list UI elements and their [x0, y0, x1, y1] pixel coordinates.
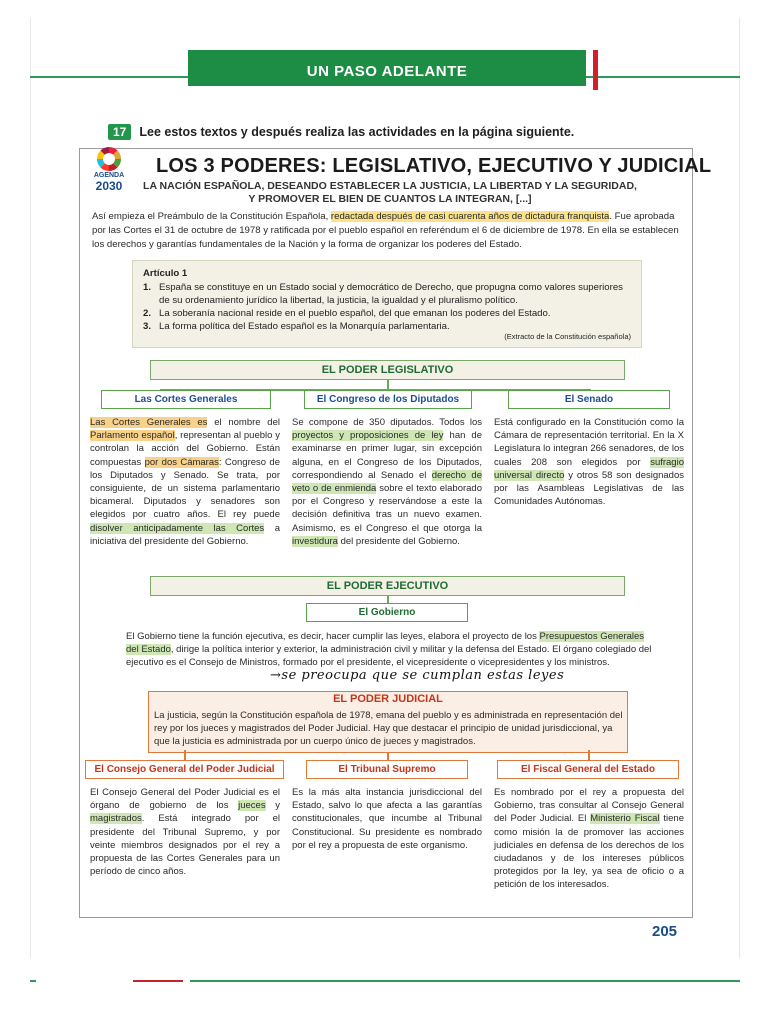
text: : Congreso de los Diputados y Senado. Se trata, por consiguiente, de un sistema parlamentario bicameral. Diputados y senadores son elegidos por cuatro años. El rey puede [90, 456, 280, 521]
highlight: por dos Cámaras [144, 456, 219, 468]
fiscal-general-heading: El Fiscal General del Estado [497, 760, 679, 779]
gobierno-heading: El Gobierno [306, 603, 468, 622]
text: , representan al pueblo y controlan la acción del Gobierno. Están compuestas [90, 430, 280, 468]
connector [588, 750, 590, 760]
footer-rule [30, 980, 36, 982]
activity-number-badge: 17 [108, 124, 131, 140]
text: sobre el texto elaborado por el Congreso y reservándose a este la decisión definitiva tras un nuevo examen. Asimismo, es el Congreso el que otorga la [292, 483, 482, 534]
subtitle-line-2: Y PROMOVER EL BIEN DE CUANTOS LA INTEGRAN, [...] [248, 193, 532, 205]
activity-text: Lee estos textos y después realiza las actividades en la página siguiente. [139, 125, 575, 139]
text: . Está integrado por el presidente del Tribunal Supremo, y por veinte miembros designados por el rey a propuesta de las Cortes Generales para un período de cinco años. [90, 813, 280, 878]
article-title: Artículo 1 [143, 268, 188, 279]
highlight: Parlamento español [90, 430, 175, 442]
footer-rule-red [133, 980, 183, 982]
ejecutivo-text [126, 630, 652, 670]
text: a iniciativa del presidente del Gobierno. [90, 522, 280, 547]
activity-instruction [108, 124, 574, 140]
cortes-generales-text [90, 416, 280, 548]
article-item-number: 3. [143, 321, 152, 332]
agenda-year: 2030 [95, 179, 123, 193]
cortes-generales-heading: Las Cortes Generales [101, 390, 271, 409]
subtitle-line-1: LA NACIÓN ESPAÑOLA, DESEANDO ESTABLECER LA JUSTICIA, LA LIBERTAD Y LA SEGURIDAD, [143, 180, 637, 192]
senado-heading: El Senado [508, 390, 670, 409]
section-banner: UN PASO ADELANTE [188, 50, 586, 86]
highlight: derecho de veto o de enmienda [292, 469, 482, 495]
article-source: (Extracto de la Constitución española) [504, 332, 631, 341]
intro-highlight: redactada después de casi cuarenta años de dictadura franquista [330, 211, 610, 222]
intro-text-1: Así empieza el Preámbulo de la Constitución Española, [92, 211, 331, 222]
fiscal-general-text [494, 786, 684, 892]
article-item-text: La soberanía nacional reside en el pueblo español, del que emanan los poderes del Estado. [159, 308, 551, 319]
legislativo-title-box: EL PODER LEGISLATIVO [150, 360, 625, 380]
agenda-label: AGENDA [93, 172, 125, 179]
text: Es nombrado por el rey a propuesta del Gobierno, tras consultar al Consejo General del Poder Judicial. El [494, 787, 684, 825]
senado-text [494, 416, 684, 508]
judicial-intro: La justicia, según la Constitución española de 1978, emana del pueblo y es administrada en representación del rey por los jueces y magistrados del Poder Judicial. Hay que destacar el principio de unidad jurisdiccional, ya que la justicia es administrada por un cuerpo único de jueces y magistrados. [154, 710, 623, 748]
cgpj-text [90, 786, 280, 878]
text: , dirige la política interior y exterior, la administración civil y militar y la defensa del Estado. El órgano colegiado del ejecutivo es el Consejo de Ministros, formado por el presidente, el vicepresidente o vicepresidentes y los ministros. [126, 644, 652, 669]
judicial-title: EL PODER JUDICIAL [333, 693, 443, 705]
text: del presidente del Gobierno. [337, 535, 460, 547]
ejecutivo-title-box: EL PODER EJECUTIVO [150, 576, 625, 596]
highlight: Presupuestos Generales del Estado [126, 631, 645, 656]
intro-text-2: . Fue aprobada por las Cortes el 31 de octubre de 1978 y ratificada por el pueblo español en referéndum el 6 de diciembre de 1978. En ella se establecen los derechos y garantías fundamentales de la Nación y la forma de organizar los poderes del Estado. [92, 211, 679, 250]
highlight: jueces [238, 800, 266, 812]
highlight: investidura [292, 535, 338, 547]
article-item-number: 1. [143, 282, 152, 293]
highlight: proyectos y proposiciones de ley [292, 430, 444, 442]
highlight: Ministerio Fiscal [590, 813, 660, 825]
page-subtitle [120, 180, 660, 206]
text: Se compone de 350 diputados. Todos los [292, 417, 482, 428]
footer-rule-green [190, 980, 740, 982]
highlight: Las Cortes Generales es [90, 417, 208, 428]
text: El Gobierno tiene la función ejecutiva, es decir, hacer cumplir las leyes, elabora el proyecto de los [126, 631, 540, 642]
text: Es la más alta instancia jurisdiccional del Estado, salvo lo que afecta a las garantías constitucionales, que incumbe al Tribunal Constitucional. Su presidente es nombrado por el rey a propuesta de este organismo. [292, 787, 482, 851]
article-item-text: España se constituye en un Estado social y democrático de Derecho, que propugna como valores superiores de su ordenamiento jurídico la libertad, la justicia, la igualdad y el pluralismo político. [159, 282, 623, 306]
highlight: magistrados [90, 813, 142, 825]
article-item [143, 307, 631, 320]
congreso-heading: El Congreso de los Diputados [304, 390, 472, 409]
text: y [265, 800, 281, 812]
article-item-number: 2. [143, 308, 152, 319]
sdg-wheel-icon [96, 146, 122, 172]
text: El Consejo General del Poder Judicial es el órgano de gobierno de los [90, 787, 280, 812]
intro-paragraph [92, 210, 682, 252]
text: y otros 58 son designados por las Asambleas Legislativas de las Comunidades Autónomas. [494, 469, 685, 508]
banner-red-mark [593, 50, 598, 90]
connector [184, 750, 186, 760]
page-title: LOS 3 PODERES: LEGISLATIVO, EJECUTIVO Y JUDICIAL [156, 155, 712, 177]
tribunal-supremo-heading: El Tribunal Supremo [306, 760, 468, 779]
tribunal-supremo-text [292, 786, 482, 852]
text: Está configurado en la Constitución como la Cámara de representación territorial. En la X Legislatura lo integran 266 senadores, de los cuales 208 son elegidos por [494, 417, 684, 468]
highlight: disolver anticipadamente las Cortes [90, 522, 265, 534]
article-item-text: La forma política del Estado español es la Monarquía parlamentaria. [159, 321, 450, 332]
cgpj-heading: El Consejo General del Poder Judicial [85, 760, 284, 779]
connector [387, 753, 389, 760]
page-number: 205 [652, 923, 678, 940]
text: tiene como misión la de promover las acciones judiciales en defensa de los derechos de los ciudadanos y de los intereses públicos protegidos por la ley, ya sea de oficio o a petición de los interesados. [494, 813, 684, 891]
text: han de examinarse en primer lugar, sin excepción alguna, en el Congreso de los Diputados, correspondiendo al Senado el [292, 430, 483, 481]
article-item [143, 281, 631, 307]
text: el nombre del [207, 417, 280, 428]
handwritten-note: →se preocupa que se cumplan estas leyes [270, 668, 565, 683]
congreso-text [292, 416, 482, 548]
highlight: sufragio universal directo [494, 456, 684, 481]
article-box [132, 260, 642, 348]
